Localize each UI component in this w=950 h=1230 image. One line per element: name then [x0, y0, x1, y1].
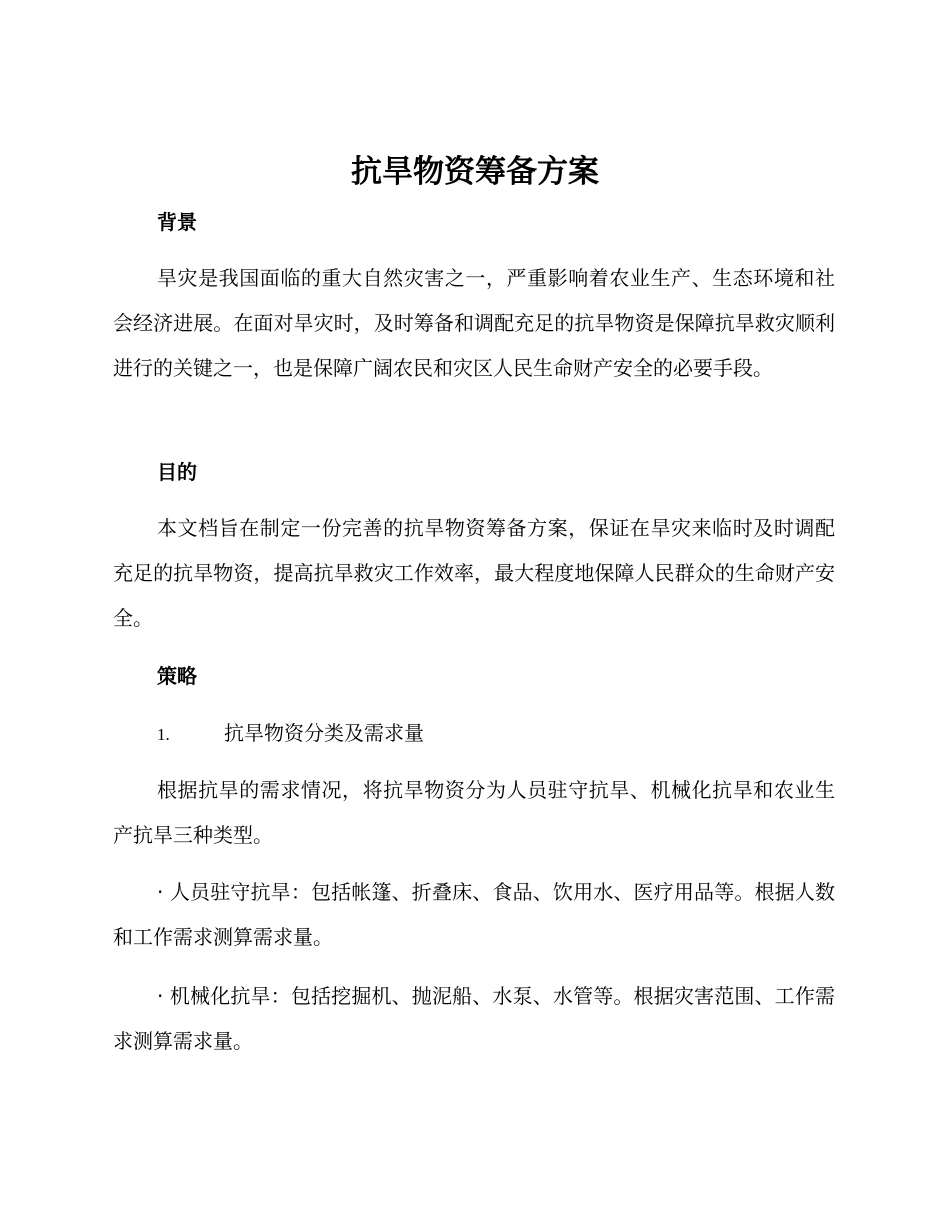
- purpose-heading: 目的: [157, 460, 197, 484]
- list-item-number: 1.: [157, 725, 170, 744]
- list-item-text: 抗旱物资分类及需求量: [224, 721, 424, 745]
- document-title: 抗旱物资筹备方案: [351, 154, 599, 190]
- bullet-personnel: · 人员驻守抗旱：包括帐篷、折叠床、食品、饮用水、医疗用品等。根据人数和工作需求测算需求量。: [113, 880, 835, 949]
- background-paragraph: 旱灾是我国面临的重大自然灾害之一，严重影响着农业生产、生态环境和社会经济进展。在面对旱灾时，及时筹备和调配充足的抗旱物资是保障抗旱救灾顺利进行的关键之一，也是保障广阔农民和灾区人民生命财产安全的必要手段。: [113, 266, 835, 380]
- strategy-paragraph: 根据抗旱的需求情况，将抗旱物资分为人员驻守抗旱、机械化抗旱和农业生产抗旱三种类型。: [113, 778, 835, 847]
- strategy-heading: 策略: [157, 664, 197, 688]
- bullet-mechanized: · 机械化抗旱：包括挖掘机、抛泥船、水泵、水管等。根据灾害范围、工作需求测算需求量。: [113, 984, 835, 1053]
- background-heading: 背景: [157, 210, 197, 234]
- purpose-paragraph: 本文档旨在制定一份完善的抗旱物资筹备方案，保证在旱灾来临时及时调配充足的抗旱物资，提高抗旱救灾工作效率，最大程度地保障人民群众的生命财产安全。: [113, 516, 835, 630]
- list-item: [157, 719, 424, 749]
